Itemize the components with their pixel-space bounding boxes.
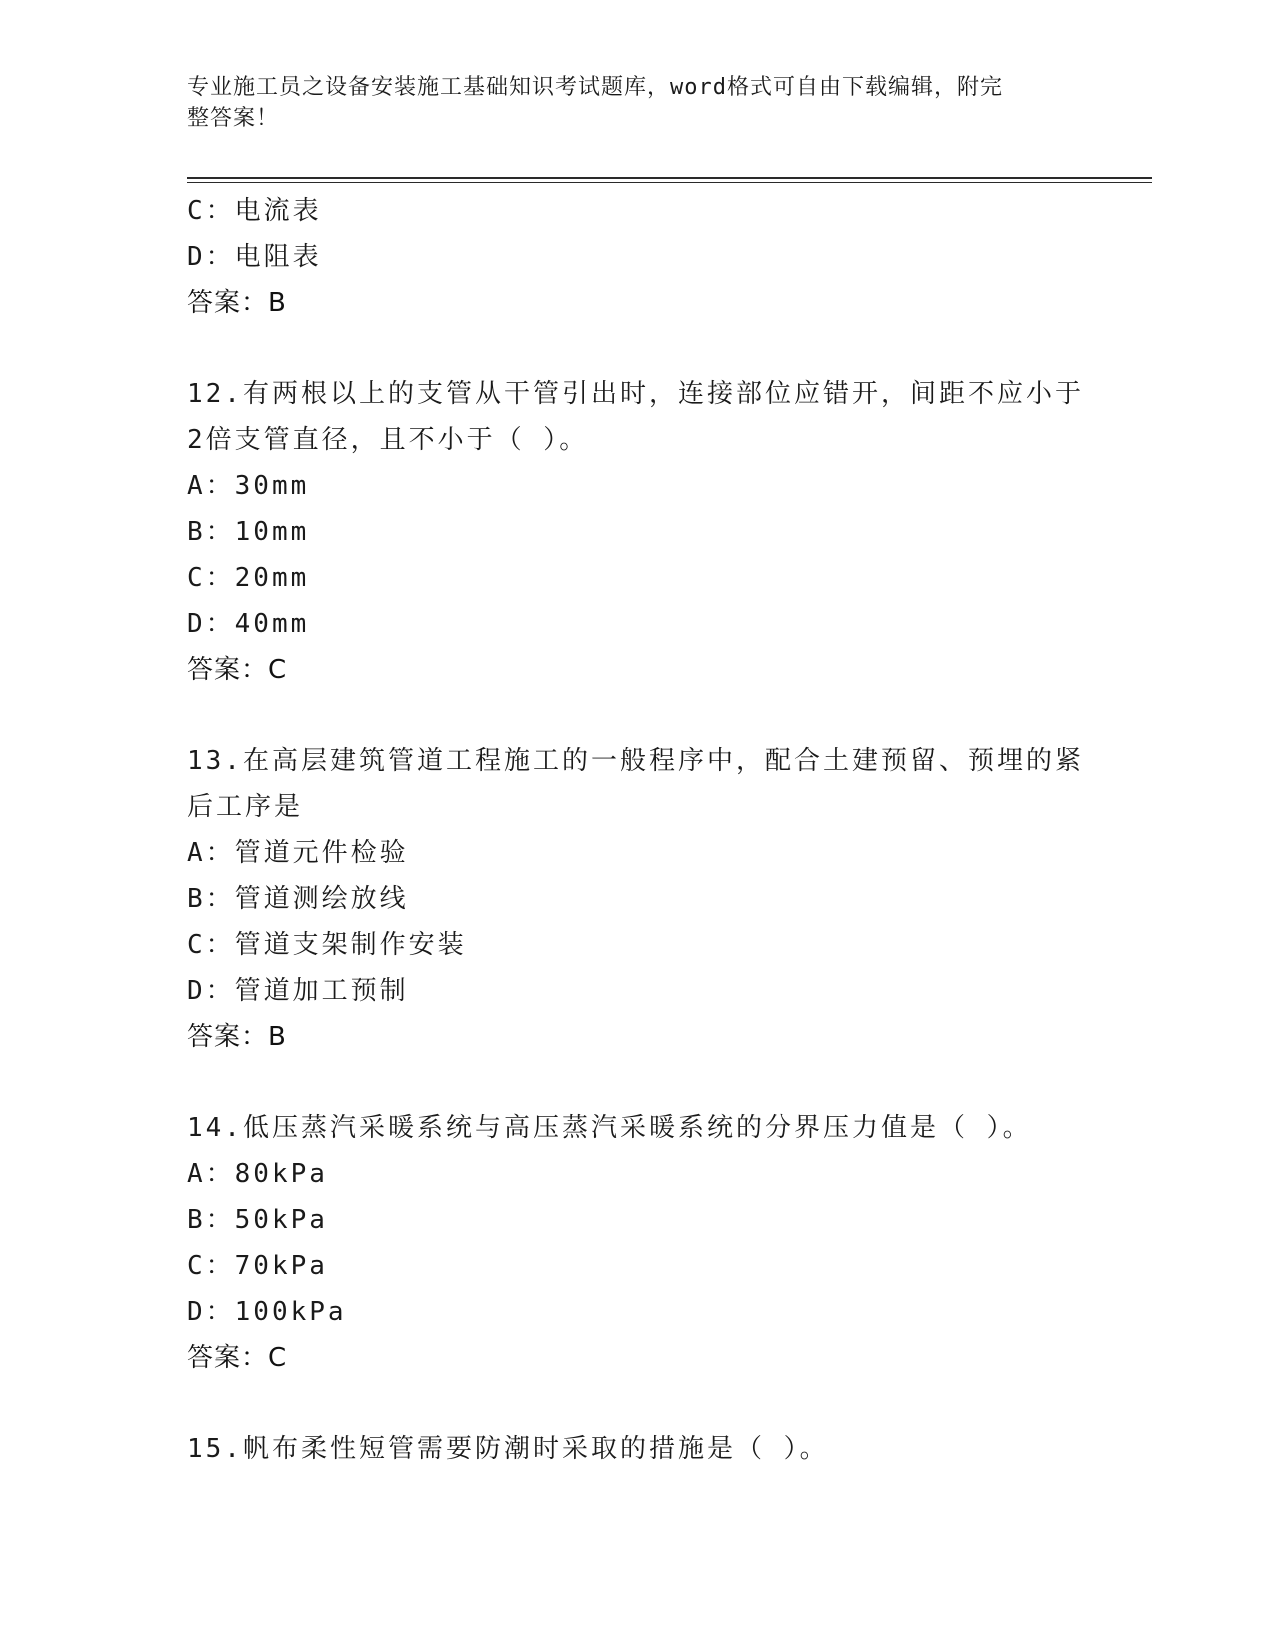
option-d: D：100kPa: [187, 1297, 347, 1327]
option-b: B：10mm: [187, 517, 310, 547]
question-stem-line: 2倍支管直径，且不小于（ ）。: [187, 425, 589, 455]
header-line-2: 整答案！: [187, 106, 280, 131]
option-a: A：管道元件检验: [187, 838, 409, 868]
answer-line: 答案：B: [187, 288, 287, 318]
question-13: [187, 738, 1107, 1060]
previous-question-tail: [187, 188, 1107, 326]
option-c: C：20mm: [187, 563, 310, 593]
document-header: [187, 72, 1067, 134]
header-divider-thick: [187, 177, 1152, 179]
question-stem-line: 14.低压蒸汽采暖系统与高压蒸汽采暖系统的分界压力值是（ ）。: [187, 1113, 1032, 1143]
question-stem-line: 13.在高层建筑管道工程施工的一般程序中，配合土建预留、预埋的紧: [187, 746, 1084, 776]
answer-line: 答案：C: [187, 1343, 288, 1373]
spacer: [187, 1060, 1107, 1105]
option-a: A：80kPa: [187, 1159, 328, 1189]
question-stem-line: 15.帆布柔性短管需要防潮时采取的措施是（ ）。: [187, 1434, 829, 1464]
option-c: C：70kPa: [187, 1251, 328, 1281]
option-c: C：管道支架制作安装: [187, 930, 467, 960]
question-15: [187, 1426, 1107, 1472]
question-12: [187, 371, 1107, 693]
option-d: D：电阻表: [187, 242, 322, 272]
question-stem-line: 12.有两根以上的支管从干管引出时，连接部位应错开，间距不应小于: [187, 379, 1084, 409]
answer-line: 答案：B: [187, 1022, 287, 1052]
option-b: B：管道测绘放线: [187, 884, 409, 914]
question-stem-line: 后工序是: [187, 792, 304, 822]
spacer: [187, 693, 1107, 738]
question-14: [187, 1105, 1107, 1381]
option-c: C：电流表: [187, 196, 322, 226]
question-content: [187, 188, 1107, 1472]
option-d: D：管道加工预制: [187, 976, 409, 1006]
option-d: D：40mm: [187, 609, 310, 639]
spacer: [187, 1381, 1107, 1426]
option-a: A：30mm: [187, 471, 310, 501]
header-divider-thin: [187, 182, 1152, 183]
header-line-1: 专业施工员之设备安装施工基础知识考试题库，word格式可自由下载编辑，附完: [187, 75, 1003, 100]
option-b: B：50kPa: [187, 1205, 328, 1235]
answer-line: 答案：C: [187, 655, 288, 685]
spacer: [187, 326, 1107, 371]
